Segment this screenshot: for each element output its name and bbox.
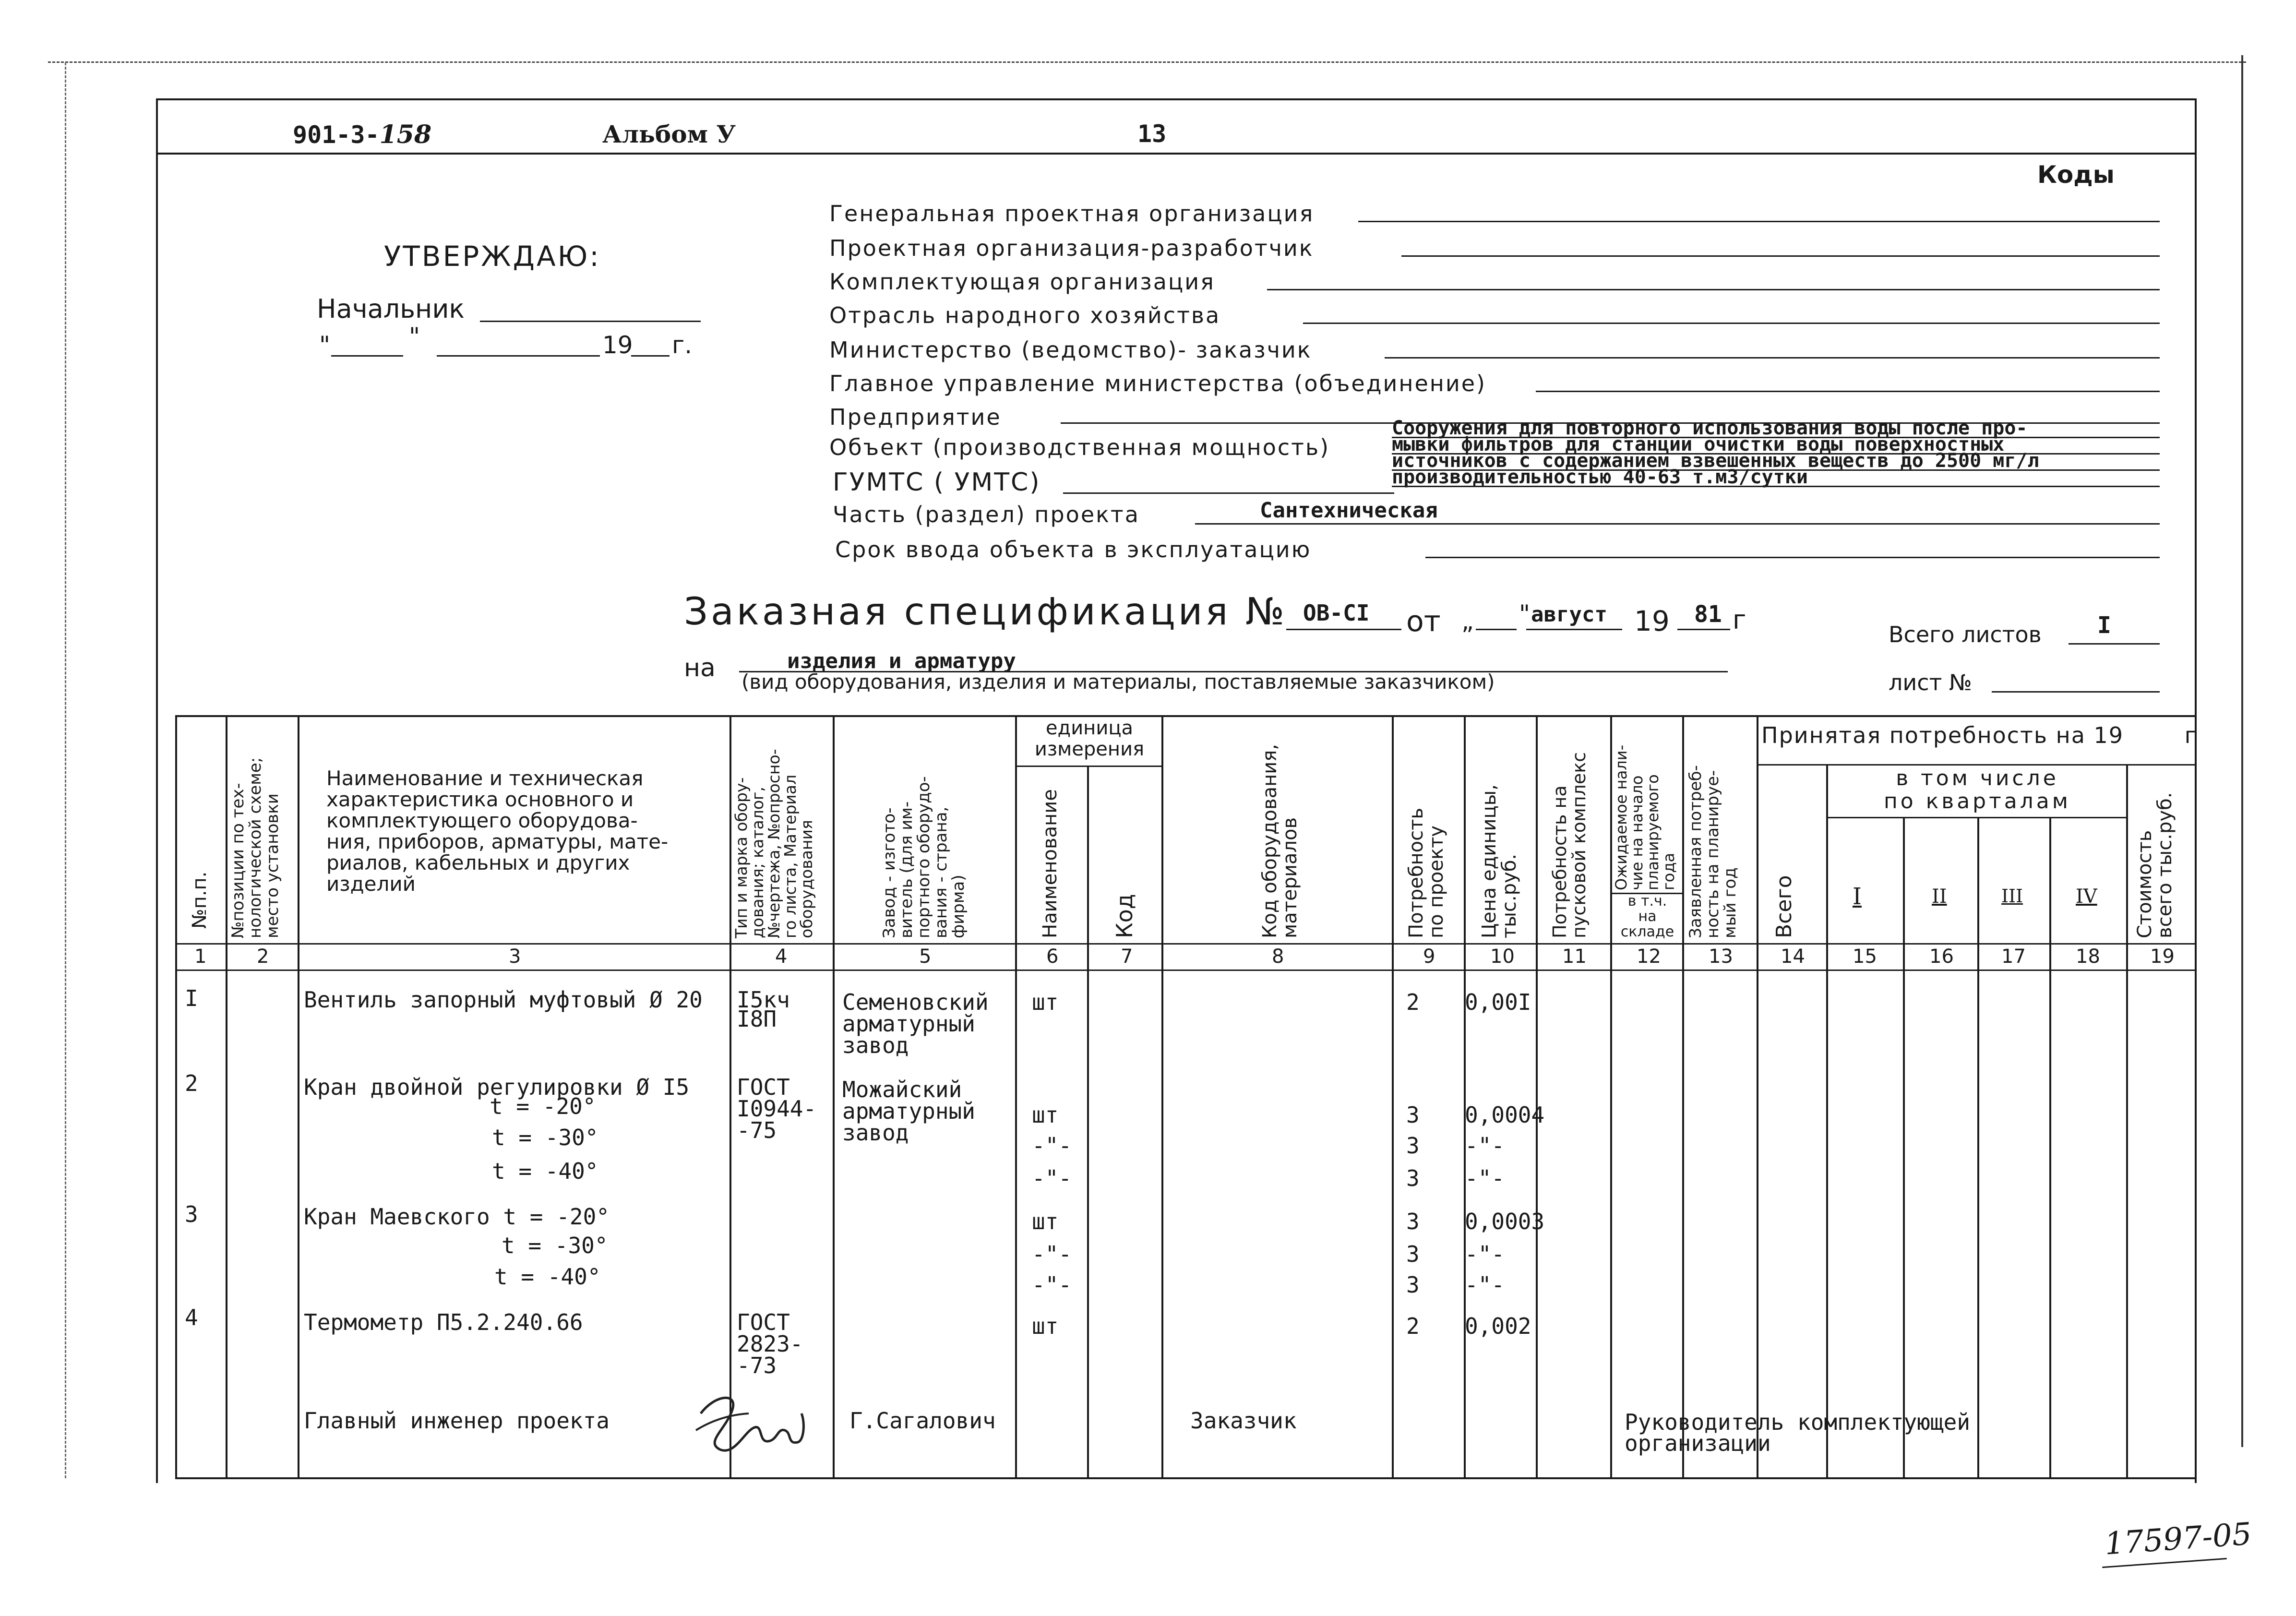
spec-day-line (1476, 629, 1517, 630)
approval-quote-open: " (319, 331, 330, 359)
table-top (175, 715, 2196, 717)
row-3-price-1: 0,0003 (1465, 1209, 1545, 1234)
colnum-top (175, 943, 2196, 945)
row-2-maker-2: арматурный (842, 1098, 975, 1124)
approval-year-suffix: г. (672, 331, 693, 359)
header-c2: №позиции по тех- нологической схеме; место установки (228, 757, 282, 938)
col-17-18 (2049, 817, 2051, 1478)
frame-top (156, 98, 2196, 100)
colnum-bottom (175, 970, 2196, 971)
album-code-hand: 158 (379, 120, 432, 149)
row-2-number: 2 (185, 1070, 198, 1096)
row-2-price-1: 0,0004 (1465, 1102, 1545, 1128)
colnum-1: 1 (194, 946, 207, 968)
spec-month-line (1526, 629, 1622, 630)
colnum-19: 19 (2150, 946, 2175, 968)
frame-left (156, 98, 158, 1483)
col-3-4 (729, 715, 731, 1478)
col-15-16 (1903, 817, 1905, 1478)
chief-engineer-name: Г.Сагалович (849, 1408, 996, 1434)
signature-scribble (686, 1385, 811, 1461)
row-2-maker-1: Можайский (842, 1077, 962, 1102)
row-1-maker-2: арматурный (842, 1011, 975, 1037)
chief-engineer-label: Главный инженер проекта (304, 1408, 610, 1434)
row-2-name: Кран двойной регулировки Ø I5 (304, 1074, 690, 1100)
col-6-7 (1087, 766, 1089, 1478)
colnum-17: 17 (2001, 946, 2026, 968)
header-q1: I (1853, 883, 1862, 910)
album-code: 901-3-158 (293, 120, 432, 149)
spec-year: 81 (1694, 601, 1722, 628)
header-c10: Цена единицы, тыс.руб. (1478, 784, 1520, 938)
approval-month-line (437, 355, 600, 357)
col-12-13 (1682, 715, 1684, 1478)
on-hint: (вид оборудования, изделия и материалы, поставляемые заказчиком) (741, 670, 1495, 694)
row-1-type-2: I8П (737, 1006, 777, 1032)
colnum-row (0, 946, 2296, 969)
header-c3: Наименование и техническая характеристика основного и комплектующего оборудова- ния, приборов, арматуры, мате- риалов, кабельных и других изделий (326, 766, 669, 896)
colnum-4: 4 (775, 946, 788, 968)
header-c12b: в т.ч. на складе (1620, 893, 1674, 940)
row-4-type-1: ГОСТ (737, 1309, 790, 1335)
row-3-qty-3: 3 (1406, 1272, 1420, 1298)
header-q4: IV (2076, 886, 2097, 908)
part-label: Часть (раздел) проекта (833, 502, 1140, 527)
accepted-line (1757, 764, 2196, 766)
header-line (156, 153, 2196, 155)
sheets-label: Всего листов (1889, 622, 2042, 647)
col-13-14 (1757, 715, 1758, 1478)
spec-year-line (1677, 629, 1730, 630)
row-4-number: 4 (185, 1305, 198, 1330)
frame-left-outer (65, 62, 66, 1478)
row-3-sub-2: t = -40° (494, 1264, 601, 1290)
header-c1: №п.п. (189, 871, 211, 929)
org-enterprise: Предприятие (829, 404, 1002, 430)
approval-day-line (331, 355, 403, 357)
row-3-unit-2: -"- (1032, 1241, 1072, 1267)
row-3-price-2: -"- (1465, 1241, 1505, 1267)
colnum-3: 3 (509, 946, 521, 968)
row-2-qty-1: 3 (1406, 1102, 1420, 1128)
colnum-18: 18 (2076, 946, 2100, 968)
row-2-type-3: -75 (737, 1117, 777, 1143)
row-3-unit-1: шт (1032, 1209, 1059, 1234)
row-4-type-2: 2823- (737, 1331, 803, 1357)
table-bottom (175, 1477, 2196, 1479)
sheet-line (1992, 691, 2160, 693)
col-14-15 (1826, 764, 1828, 1478)
object-value (1392, 417, 2039, 488)
row-2-price-2: -"- (1465, 1133, 1505, 1159)
codes-label: Коды (2037, 161, 2115, 189)
spec-year-suffix: г (1733, 605, 1746, 635)
supplier-head-label-2: организации (1625, 1430, 1771, 1456)
row-4-type-3: -73 (737, 1353, 777, 1378)
quarters-line (1826, 817, 2126, 818)
colnum-10: 10 (1490, 946, 1515, 968)
spec-from: от (1406, 605, 1441, 638)
row-4-qty-1: 2 (1406, 1313, 1420, 1339)
org-industry: Отрасль народного хозяйства (829, 302, 1221, 328)
row-1-maker-3: завод (842, 1032, 909, 1058)
row-2-qty-2: 3 (1406, 1133, 1420, 1159)
org-main-dept-line (1536, 391, 2160, 392)
col-4-5 (833, 715, 835, 1478)
archive-stamp: 17597-05 (2103, 1516, 2253, 1562)
part-value: Сантехническая (1260, 498, 1438, 523)
gummc-line (1063, 492, 1394, 494)
header-c11: Потребность на пусковой комплекс (1549, 752, 1590, 938)
header-c9: Потребность по проекту (1405, 807, 1447, 938)
row-2-maker-3: завод (842, 1120, 909, 1146)
deadline-line (1425, 557, 2160, 558)
row-1-price-1: 0,00I (1465, 989, 1531, 1015)
row-1-type-1: I5кч (737, 987, 790, 1013)
row-2-sub-3: t = -40° (492, 1158, 598, 1184)
org-supplier-line (1267, 289, 2160, 290)
header-quarters-group: в том числе по кварталам (1884, 766, 2071, 814)
on-value: изделия и арматуру (787, 649, 1016, 673)
spec-title: Заказная спецификация № (684, 590, 1288, 634)
header-c12: Ожидаемое нали- чие на начало планируемого года (1612, 744, 1678, 890)
row-2-sub-1: t = -20° (490, 1093, 596, 1119)
col-1-2 (226, 715, 227, 1478)
row-3-unit-3: -"- (1032, 1272, 1072, 1298)
spec-number: ОВ-СI (1303, 600, 1370, 626)
colnum-9: 9 (1423, 946, 1435, 968)
object-line-4: производительностью 40-63 т.м3/сутки (1392, 466, 1808, 488)
deadline-label: Срок ввода объекта в эксплуатацию (835, 537, 1312, 563)
header-c5: Завод - изгото- витель (для им- портного оборудо- вания - страна, фирма) (880, 776, 968, 938)
header-accepted: Принятая потребность на 19 г (1761, 722, 2197, 748)
row-4-unit-1: шт (1032, 1313, 1059, 1339)
customer-label: Заказчик (1190, 1408, 1297, 1434)
org-main-dept: Главное управление министерства (объединение) (829, 371, 1487, 396)
colnum-8: 8 (1272, 946, 1284, 968)
gummc-label: ГУМТС ( УМТС) (833, 468, 1041, 497)
row-3-number: 3 (185, 1201, 198, 1227)
col-right (2195, 715, 2197, 1478)
object-line-a (1392, 437, 2160, 438)
object-line-3: источников с содержанием взвешенных веществ до 2500 мг/л (1392, 450, 2039, 472)
header-c13: Заявленная потреб- ность на планируе- мый год (1686, 765, 1740, 938)
org-general-line (1358, 221, 2160, 222)
object-line-b (1392, 453, 2160, 455)
album-label: Альбом У (602, 120, 736, 148)
spec-date-quotes: „ (1461, 607, 1474, 635)
row-1-number: I (185, 985, 198, 1011)
col-9-10 (1464, 715, 1466, 1478)
org-designer-line (1401, 255, 2160, 257)
approval-title: УТВЕРЖДАЮ: (384, 240, 601, 273)
row-2-sub-2: t = -30° (492, 1125, 598, 1150)
row-2-unit-1: шт (1032, 1102, 1059, 1128)
col-10-11 (1536, 715, 1538, 1478)
supplier-head-label-1: Руководитель комплектующей (1625, 1409, 1971, 1435)
spec-month: август (1531, 602, 1607, 627)
colnum-2: 2 (257, 946, 269, 968)
row-2-qty-3: 3 (1406, 1165, 1420, 1191)
org-industry-line (1303, 323, 2160, 324)
colnum-14: 14 (1781, 946, 1805, 968)
col-5-6 (1015, 715, 1017, 1478)
row-2-unit-3: -"- (1032, 1165, 1072, 1191)
row-4-name: Термометр П5.2.240.66 (304, 1309, 583, 1335)
header-c6: Наименование (1039, 789, 1061, 938)
org-ministry-line (1385, 357, 2160, 359)
colnum-15: 15 (1853, 946, 1877, 968)
colnum-6: 6 (1046, 946, 1059, 968)
header-q3: III (2001, 886, 2023, 907)
header-c19: Стоимость всего тыс.руб. (2134, 792, 2176, 938)
object-label: Объект (производственная мощность) (829, 434, 1330, 460)
row-2-type-2: I0944- (737, 1096, 817, 1122)
object-line-c (1392, 469, 2160, 471)
row-3-sub-1: t = -30° (502, 1233, 608, 1258)
header-c14: Всего (1772, 875, 1796, 938)
object-line-2: мывки фильтров для станции очистки воды поверхностных (1392, 433, 2005, 455)
on-label: на (684, 654, 716, 682)
row-4-price-1: 0,002 (1465, 1313, 1531, 1339)
row-3-qty-1: 3 (1406, 1209, 1420, 1234)
colnum-16: 16 (1929, 946, 1954, 968)
row-3-qty-2: 3 (1406, 1241, 1420, 1267)
row-2-type-1: ГОСТ (737, 1074, 790, 1100)
sheets-value: I (2097, 612, 2111, 639)
frame-top-outer (48, 61, 2246, 63)
col-16-17 (1977, 817, 1979, 1478)
row-2-unit-2: -"- (1032, 1133, 1072, 1159)
row-1-maker-1: Семеновский (842, 989, 989, 1015)
colnum-11: 11 (1562, 946, 1587, 968)
header-c7: Код (1112, 894, 1137, 938)
org-designer: Проектная организация-разработчик (829, 235, 1314, 261)
sheet-label: лист № (1889, 670, 1972, 695)
org-ministry: Министерство (ведомство)- заказчик (829, 337, 1312, 363)
colnum-12: 12 (1637, 946, 1661, 968)
part-line (1195, 523, 2160, 525)
colnum-5: 5 (919, 946, 932, 968)
spec-year-prefix: 19 (1634, 605, 1670, 637)
approval-year-line (631, 355, 670, 357)
row-1-qty-1: 2 (1406, 989, 1420, 1015)
colnum-13: 13 (1709, 946, 1733, 968)
approval-year-prefix: 19 (602, 331, 633, 359)
colnum-7: 7 (1121, 946, 1133, 968)
col-left (175, 715, 177, 1478)
row-3-price-3: -"- (1465, 1272, 1505, 1298)
org-supplier: Комплектующая организация (829, 269, 1215, 295)
spec-number-line (1286, 629, 1401, 630)
approval-chief-label: Начальник (317, 294, 465, 324)
approval-quote-close: " (409, 323, 420, 350)
col-2-3 (298, 715, 299, 1478)
page-number: 13 (1137, 120, 1167, 148)
row-3-name: Кран Маевского t = -20° (304, 1204, 610, 1230)
header-q2: II (1932, 886, 1947, 908)
header-c4: Тип и марка обору- дования; каталог, №чертежа, №опросно- го листа, Материал оборудования (732, 749, 816, 938)
header-c8: Код оборудования, материалов (1259, 743, 1301, 938)
col-8-9 (1392, 715, 1394, 1478)
frame-right-outer (2241, 55, 2243, 1447)
approval-chief-line (480, 321, 701, 322)
header-unit-group: единица измерения (1034, 717, 1145, 760)
row-2-price-3: -"- (1465, 1165, 1505, 1191)
object-line-1: Сооружения для повторного использования воды после про- (1392, 417, 2028, 439)
sheets-line (2069, 643, 2160, 645)
object-line-d (1392, 486, 2160, 487)
row-1-name: Вентиль запорный муфтовый Ø 20 (304, 987, 703, 1013)
col-7-8 (1161, 715, 1163, 1478)
row-1-unit-1: шт (1032, 989, 1059, 1015)
spec-date-quote2: " (1519, 600, 1530, 628)
org-general: Генеральная проектная организация (829, 201, 1315, 227)
col-18-19 (2126, 764, 2128, 1478)
